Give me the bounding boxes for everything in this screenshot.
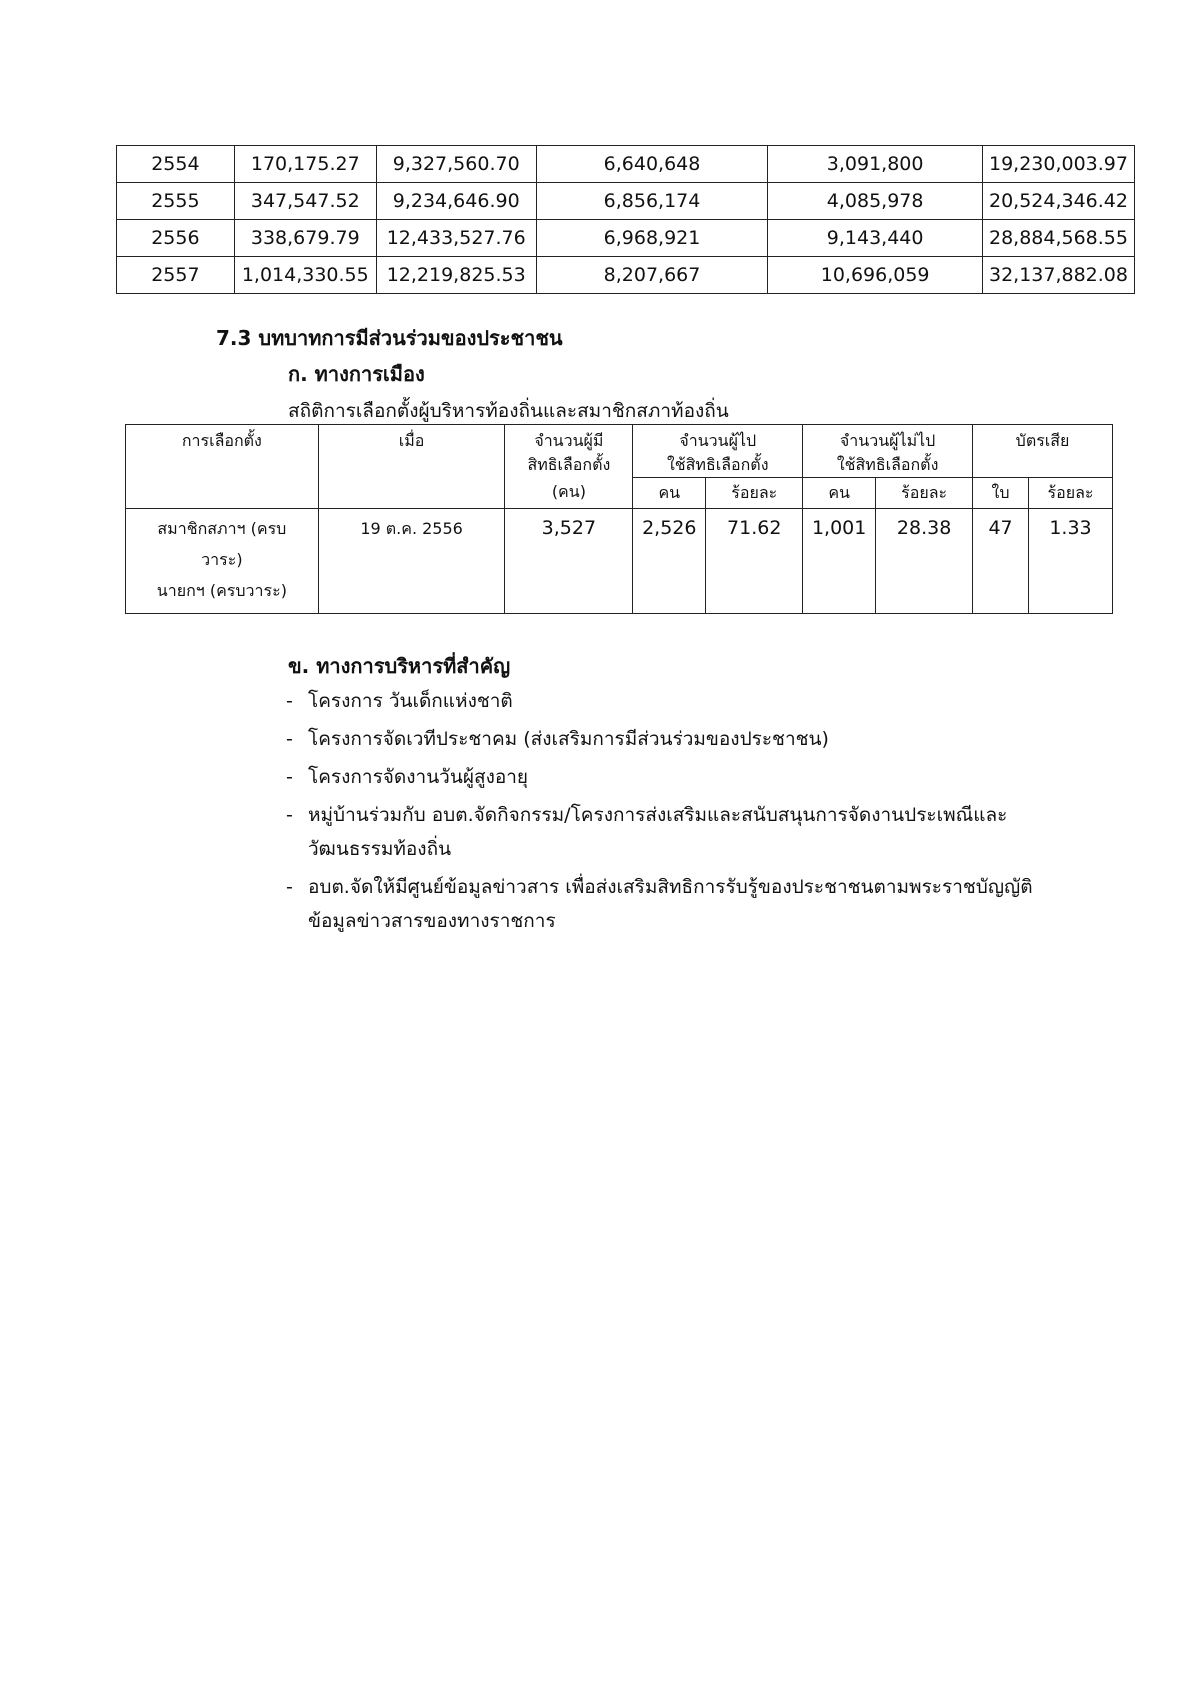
not-voted-count: 1,001 [803, 509, 876, 614]
header-eligible: จำนวนผู้มี สิทธิเลือกตั้ง [505, 425, 633, 478]
bullet-dash: - [286, 728, 293, 750]
bullet-dash: - [286, 876, 293, 898]
table-row [117, 146, 1135, 183]
table-cell: 6,856,174 [536, 183, 768, 220]
table-row [126, 509, 1113, 614]
spoiled-percent: 1.33 [1029, 509, 1113, 614]
table-cell: 2557 [117, 257, 235, 294]
table-cell: 6,968,921 [536, 220, 768, 257]
list-item [286, 684, 1106, 718]
list-item-text: โครงการจัดเวทีประชาคม (ส่งเสริมการมีส่วนร่วมของประชาชน) [308, 728, 829, 750]
table-cell: 170,175.27 [234, 146, 376, 183]
table-cell: 6,640,648 [536, 146, 768, 183]
header-when: เมื่อ [318, 425, 505, 509]
header-not-voted: จำนวนผู้ไม่ไป ใช้สิทธิเลือกตั้ง [803, 425, 973, 478]
table-header-row [126, 425, 1113, 478]
table-row [117, 257, 1135, 294]
list-item-text: อบต.จัดให้มีศูนย์ข้อมูลข่าวสาร เพื่อส่งเสริมสิทธิการรับรู้ของประชาชนตามพระราชบัญญัติ ข้อมูลข่าวสารของทางราชการ [308, 876, 1033, 932]
bullet-dash: - [286, 766, 293, 788]
table-row [117, 220, 1135, 257]
table-cell: 2555 [117, 183, 235, 220]
table-cell: 9,234,646.90 [376, 183, 536, 220]
bullet-dash: - [286, 690, 293, 712]
table-cell: 9,327,560.70 [376, 146, 536, 183]
list-item [286, 870, 1106, 938]
header-percent: ร้อยละ [706, 478, 803, 509]
table-cell: 1,014,330.55 [234, 257, 376, 294]
table-caption: สถิติการเลือกตั้งผู้บริหารท้องถิ่นและสมาชิกสภาท้องถิ่น [288, 400, 729, 422]
table-cell: 19,230,003.97 [982, 146, 1134, 183]
table-cell: 338,679.79 [234, 220, 376, 257]
table-cell: 12,433,527.76 [376, 220, 536, 257]
list-item [286, 722, 1106, 756]
subsection-heading-politics: ก. ทางการเมือง [288, 362, 425, 386]
table-cell: 12,219,825.53 [376, 257, 536, 294]
list-item [286, 798, 1106, 866]
table-cell: 3,091,800 [768, 146, 983, 183]
election-date: 19 ต.ค. 2556 [318, 509, 505, 614]
list-item-text: หมู่บ้านร่วมกับ อบต.จัดกิจกรรม/โครงการส่งเสริมและสนับสนุนการจัดงานประเพณีและ วัฒนธรรมท้องถิ่น [308, 804, 1008, 860]
voted-percent: 71.62 [706, 509, 803, 614]
table-cell: 32,137,882.08 [982, 257, 1134, 294]
spoiled-ballots: 47 [973, 509, 1029, 614]
table-cell: 20,524,346.42 [982, 183, 1134, 220]
eligible-count: 3,527 [505, 509, 633, 614]
election-type: สมาชิกสภาฯ (ครบ วาระ) นายกฯ (ครบวาระ) [126, 509, 319, 614]
subsection-heading-administration: ข. ทางการบริหารที่สำคัญ [288, 654, 511, 678]
header-ballots: ใบ [973, 478, 1029, 509]
table-cell: 8,207,667 [536, 257, 768, 294]
header-election: การเลือกตั้ง [126, 425, 319, 509]
header-persons: คน [633, 478, 706, 509]
list-item-text: โครงการ วันเด็กแห่งชาติ [308, 690, 513, 712]
list-item [286, 760, 1106, 794]
administration-list [286, 684, 1106, 942]
election-table [125, 424, 1113, 614]
table-cell: 9,143,440 [768, 220, 983, 257]
header-persons: คน [803, 478, 876, 509]
voted-count: 2,526 [633, 509, 706, 614]
not-voted-percent: 28.38 [876, 509, 973, 614]
header-percent: ร้อยละ [876, 478, 973, 509]
table-row [117, 183, 1135, 220]
bullet-dash: - [286, 804, 293, 826]
table-cell: 28,884,568.55 [982, 220, 1134, 257]
budget-table [116, 145, 1135, 294]
table-cell: 2554 [117, 146, 235, 183]
list-item-text: โครงการจัดงานวันผู้สูงอายุ [308, 766, 529, 788]
header-voted: จำนวนผู้ไป ใช้สิทธิเลือกตั้ง [633, 425, 803, 478]
table-cell: 347,547.52 [234, 183, 376, 220]
table-cell: 4,085,978 [768, 183, 983, 220]
section-heading: 7.3 บทบาทการมีส่วนร่วมของประชาชน [216, 326, 563, 350]
header-spoiled: บัตรเสีย [973, 425, 1113, 478]
header-eligible-unit: (คน) [505, 478, 633, 509]
table-cell: 2556 [117, 220, 235, 257]
header-percent: ร้อยละ [1029, 478, 1113, 509]
table-cell: 10,696,059 [768, 257, 983, 294]
